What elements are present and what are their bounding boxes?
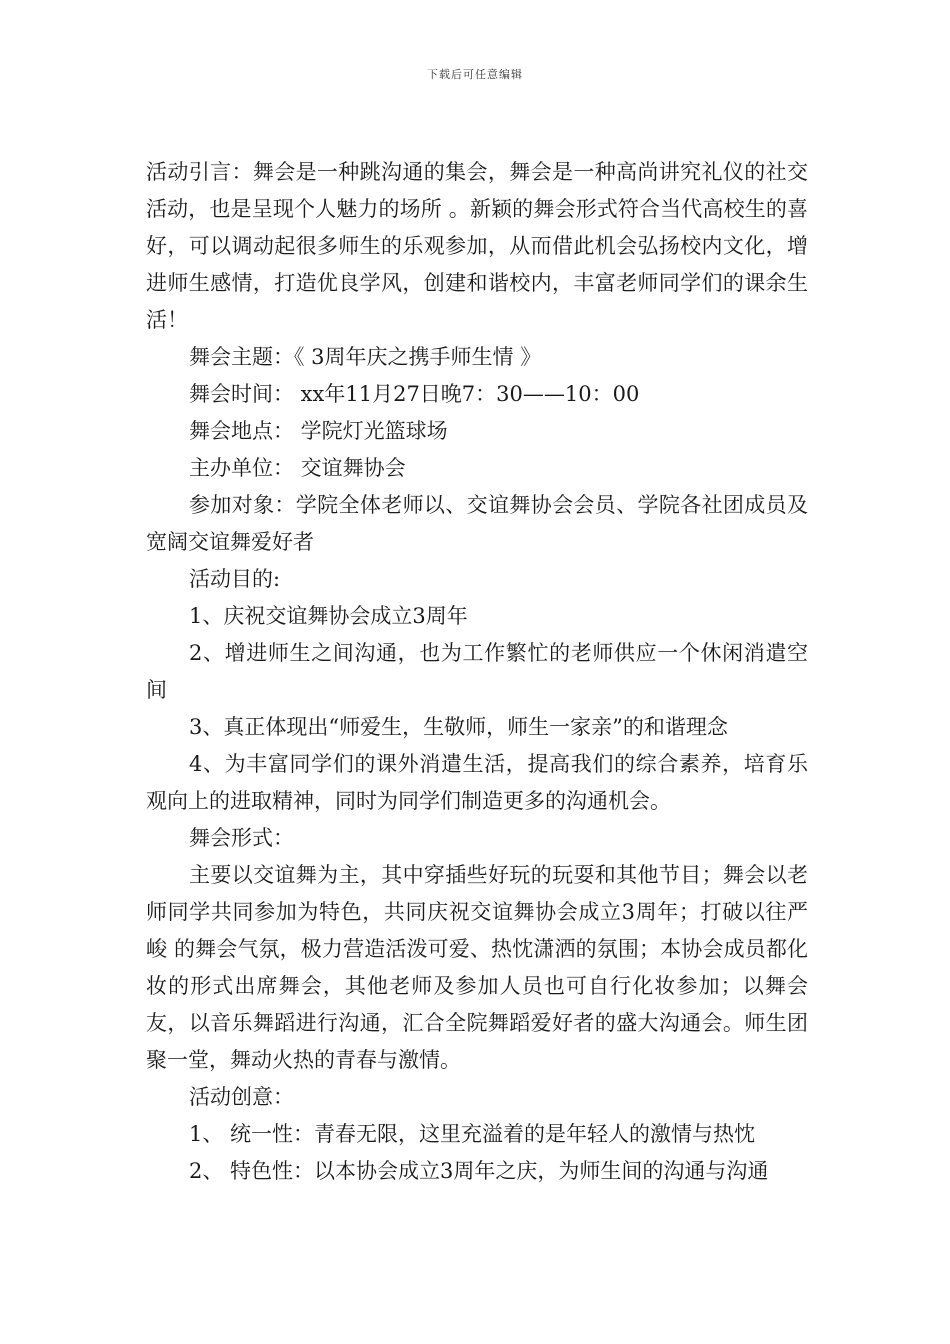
list-item-creative-1: 1、 统一性：青春无限，这里充溢着的是年轻人的激情与热忱 — [189, 1122, 756, 1146]
list-item-purpose-4: 4、为丰富同学们的课外消遣生活，提高我们的综合素养，培育乐观向上的进取精神，同时为同学们制造更多的沟通机会。 — [146, 752, 808, 813]
paragraph-intro: 活动引言：舞会是一种跳沟通的集会，舞会是一种高尚讲究礼仪的社交活动，也是呈现个人魅力的场所 。新颖的舞会形式符合当代高校生的喜好，可以调动起很多师生的乐观参加，从而借此机会弘扬校内文化，增进师生感情，打造优良学风，创建和谐校内，丰富老师同学们的课余生活！ — [146, 160, 808, 332]
paragraph-venue: 舞会地点： 学院灯光篮球场 — [189, 419, 448, 443]
list-item-creative-2: 2、 特色性：以本协会成立3周年之庆，为师生间的沟通与沟通 — [189, 1159, 769, 1183]
section-heading-purpose: 活动目的: — [189, 567, 281, 591]
paragraph-time: 舞会时间： xx年11月27日晚7：30——10：00 — [189, 382, 640, 406]
list-item-purpose-3: 3、真正体现出“师爱生，生敬师，师生一家亲”的和谐理念 — [189, 715, 728, 739]
paragraph-format: 主要以交谊舞为主，其中穿插些好玩的玩耍和其他节目；舞会以老师同学共同参加为特色，共同庆祝交谊舞协会成立3周年；打破以往严峻 的舞会气氛，极力营造活泼可爱、热忱潇洒的氛围；本协会成员都化妆的形式出席舞会，其他老师及参加人员也可自行化妆参加；以舞会友，以音乐舞蹈进行沟通，汇合全院舞蹈爱好者的盛大沟通会。师生团聚一堂，舞动火热的青春与激情。 — [146, 863, 808, 1072]
list-item-purpose-2: 2、增进师生之间沟通，也为工作繁忙的老师供应一个休闲消遣空间 — [146, 641, 808, 702]
paragraph-organizer: 主办单位： 交谊舞协会 — [189, 456, 406, 480]
section-heading-format: 舞会形式： — [189, 826, 294, 850]
list-item-purpose-1: 1、庆祝交谊舞协会成立3周年 — [189, 604, 468, 628]
paragraph-theme: 舞会主题：《 3周年庆之携手师生情 》 — [189, 345, 542, 369]
paragraph-participants: 参加对象：学院全体老师以、交谊舞协会会员、学院各社团成员及宽阔交谊舞爱好者 — [146, 493, 808, 554]
page-header: 下载后可任意编辑 — [427, 68, 523, 81]
section-heading-creative: 活动创意： — [189, 1085, 294, 1109]
document-body — [146, 154, 808, 1190]
